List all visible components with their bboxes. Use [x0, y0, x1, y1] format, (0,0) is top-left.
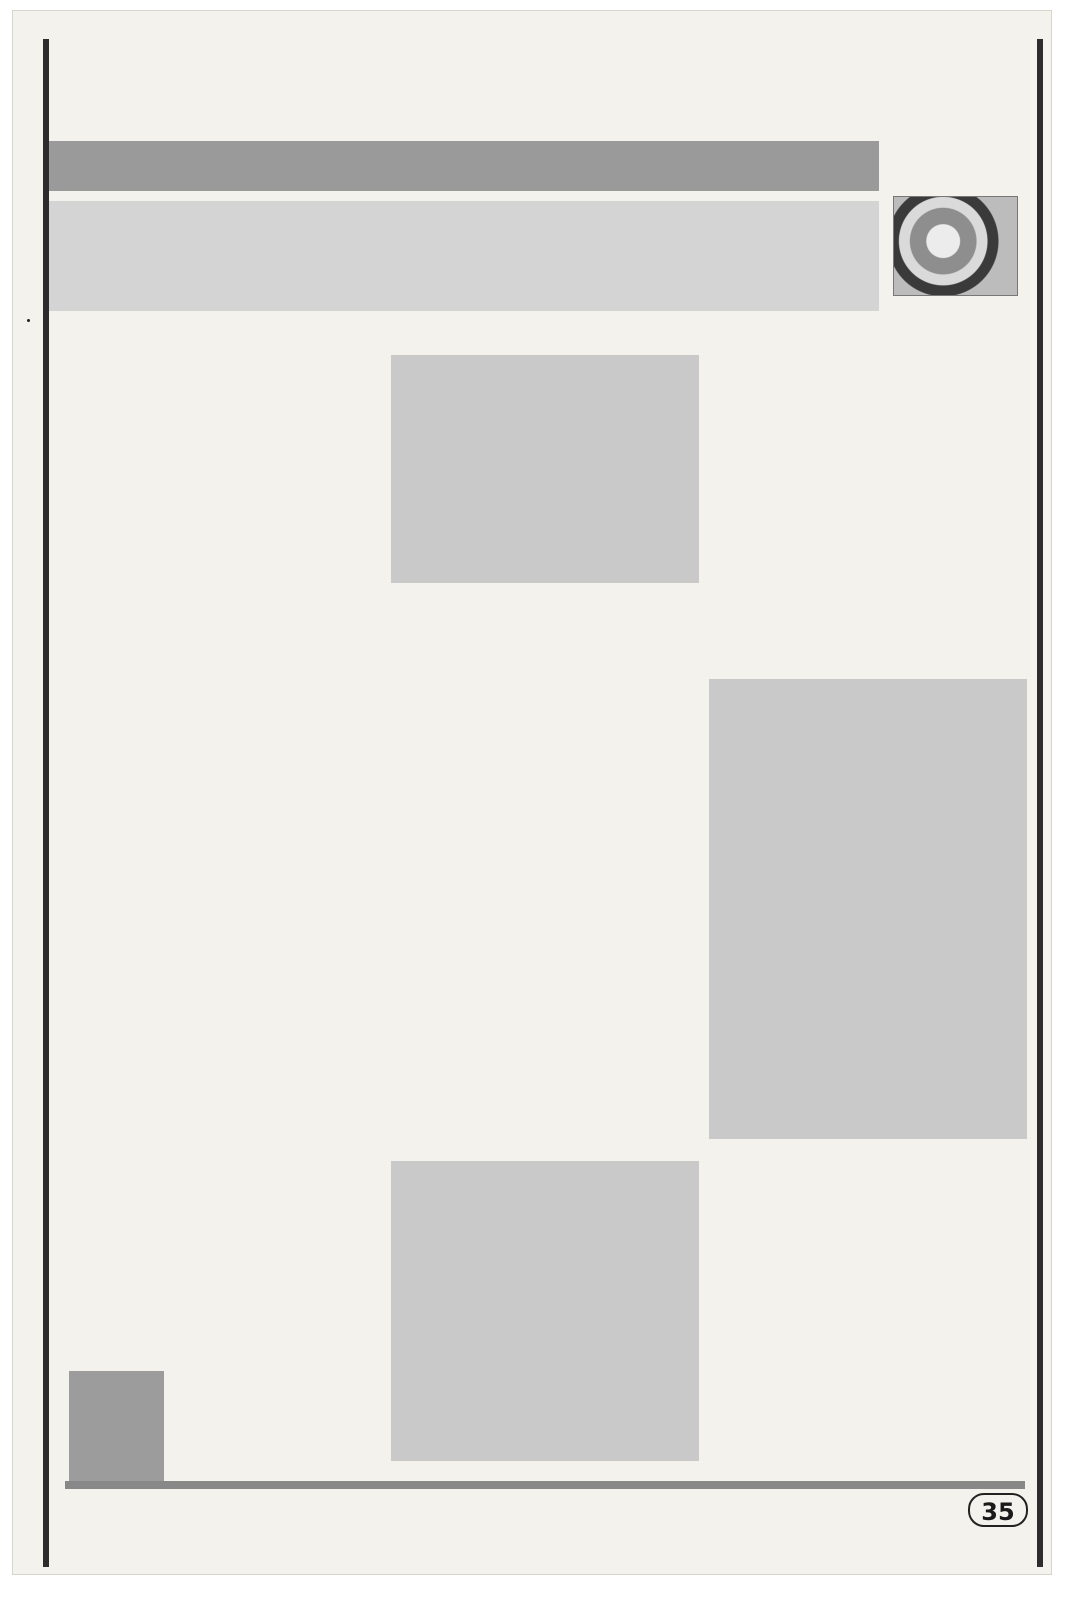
- highlight-box-right: [709, 679, 1027, 1139]
- footer-rule: [65, 1481, 1025, 1489]
- page-number: 35: [968, 1493, 1028, 1527]
- right-column-bottom-text: [713, 1141, 1027, 1441]
- handwritten-source-note: [348, 51, 1028, 111]
- right-column-top-text: [709, 309, 1027, 669]
- highlight-box-top: [391, 355, 699, 583]
- middle-column-text: [395, 591, 699, 1159]
- left-column-continued-text: [171, 1369, 381, 1487]
- margin-mark: [27, 319, 30, 322]
- decorative-gray-block: [69, 1371, 164, 1486]
- article-photo: [893, 196, 1018, 296]
- highlight-box-bottom: [391, 1161, 699, 1461]
- left-column-text: [69, 379, 381, 1369]
- article-byline: [101, 357, 381, 379]
- supplement-banner: [49, 141, 879, 191]
- author-signature: [773, 1443, 1023, 1465]
- article-headline: [49, 201, 879, 311]
- newspaper-page: [12, 10, 1052, 1575]
